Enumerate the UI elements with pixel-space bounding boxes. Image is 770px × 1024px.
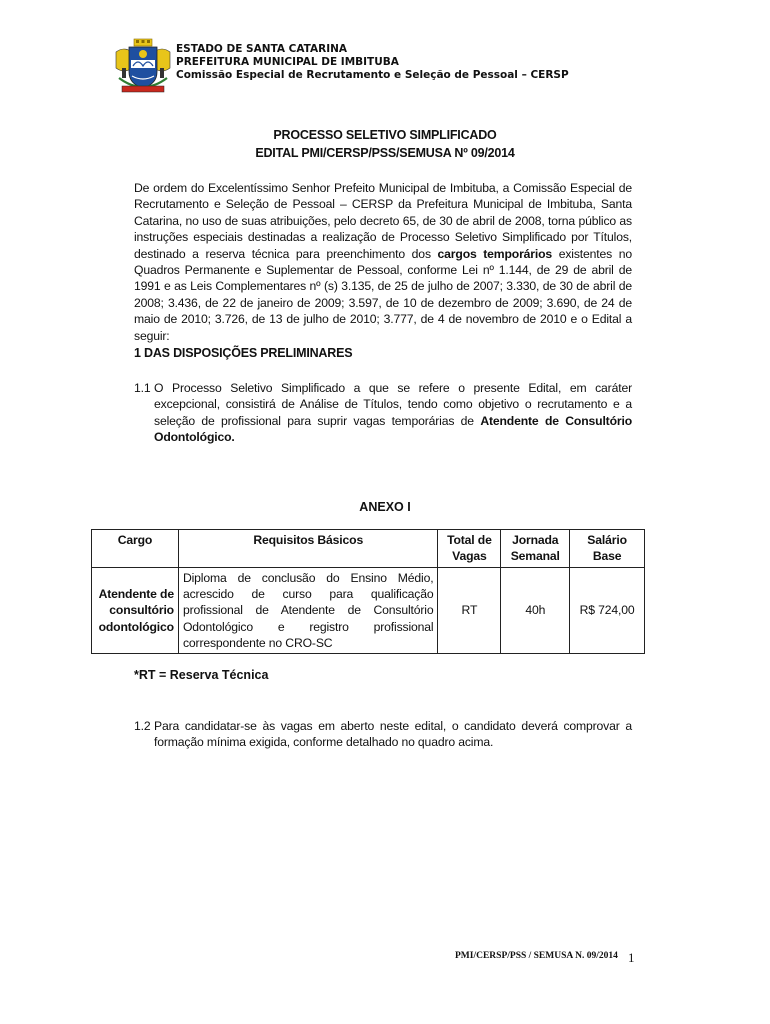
cell-requisitos: Diploma de conclusão do Ensino Médio, acrescido de curso para qualificação profissional de Atendente de Consultório Odontológico e registro profissional correspondente no CRO-SC [178,568,438,654]
header-total-vagas: Total de Vagas [438,530,501,568]
edital-number: EDITAL PMI/CERSP/PSS/SEMUSA Nº 09/2014 [255,146,515,160]
letterhead-text [176,43,569,82]
clause-text-body: O Processo Seletivo Simplificado a que se refere o presente Edital, em caráter excepcional, consistirá de Análise de Títulos, tendo como objetivo o recrutamento e a seleção de profissional para suprir vagas temporárias de [154,381,632,428]
prefecture-name: PREFEITURA MUNICIPAL DE IMBITUBA [176,56,399,68]
clause-number: 1.2 [134,719,151,733]
clause-text [154,380,632,446]
table-header-row [92,530,645,568]
section-heading: 1 DAS DISPOSIÇÕES PRELIMINARES [134,346,353,360]
state-name: ESTADO DE SANTA CATARINA [176,43,348,55]
clause-text: Para candidatar-se às vagas em aberto neste edital, o candidato deverá comprovar a formação mínima exigida, conforme detalhado no quadro acima. [154,719,632,750]
intro-text-1: De ordem do Excelentíssimo Senhor Prefeito Municipal de Imbituba, a Comissão Especial de Recrutamento e Seleção de Pessoal – CERSP da Prefeitura Municipal de Imbituba, Santa Catarina, no uso de suas atribuições, pelo decreto 65, de 30 de abril de 2008, torna público as instruções especiais destinadas a realização de Processo Seletivo Simplificado por Títulos, destinado a reserva técnica para preenchimento dos [134,181,632,261]
annex-title: ANEXO I [359,500,411,514]
header-jornada: Jornada Semanal [501,530,570,568]
header-requisitos: Requisitos Básicos [178,530,438,568]
intro-paragraph [134,180,632,344]
clause-number: 1.1 [134,381,151,395]
header-salario: Salário Base [570,530,645,568]
rt-footnote: *RT = Reserva Técnica [134,668,269,682]
intro-bold-text: cargos temporários [437,246,553,261]
header-cargo: Cargo [92,530,179,568]
annex-table [91,529,645,654]
cell-salario: R$ 724,00 [570,568,645,654]
clause-1-2 [134,718,632,751]
cell-jornada: 40h [501,568,570,654]
municipal-crest-icon [114,38,172,96]
cell-total-vagas: RT [438,568,501,654]
clause-1-1 [134,380,632,446]
letterhead [114,38,734,98]
intro-text-2: existentes no Quadros Permanente e Suplementar de Pessoal, conforme Lei nº 1.144, de 29 de abril de 1991 e as Leis Complementares nº (s) 3.135, de 25 de julho de 2007; 3.330, de 30 de abril de 2008; 3.436, de 22 de janeiro de 2009; 3.597, de 10 de dezembro de 2009; 3.690, de 24 de maio de 2010; 3.726, de 13 de julho de 2010; 3.777, de 4 de novembro de 2010 e o Edital a seguir: [134,246,633,343]
footer-reference: PMI/CERSP/PSS / SEMUSA N. 09/2014 [455,951,618,961]
page-number: 1 [628,950,635,965]
clause-text-bold: Atendente de Consultório Odontológico. [154,413,633,445]
table-row [92,568,645,654]
document-title: PROCESSO SELETIVO SIMPLIFICADO [273,128,497,142]
commission-name: Comissão Especial de Recrutamento e Seleção de Pessoal – CERSP [176,69,569,81]
cell-cargo: Atendente de consultório odontológico [92,568,179,654]
